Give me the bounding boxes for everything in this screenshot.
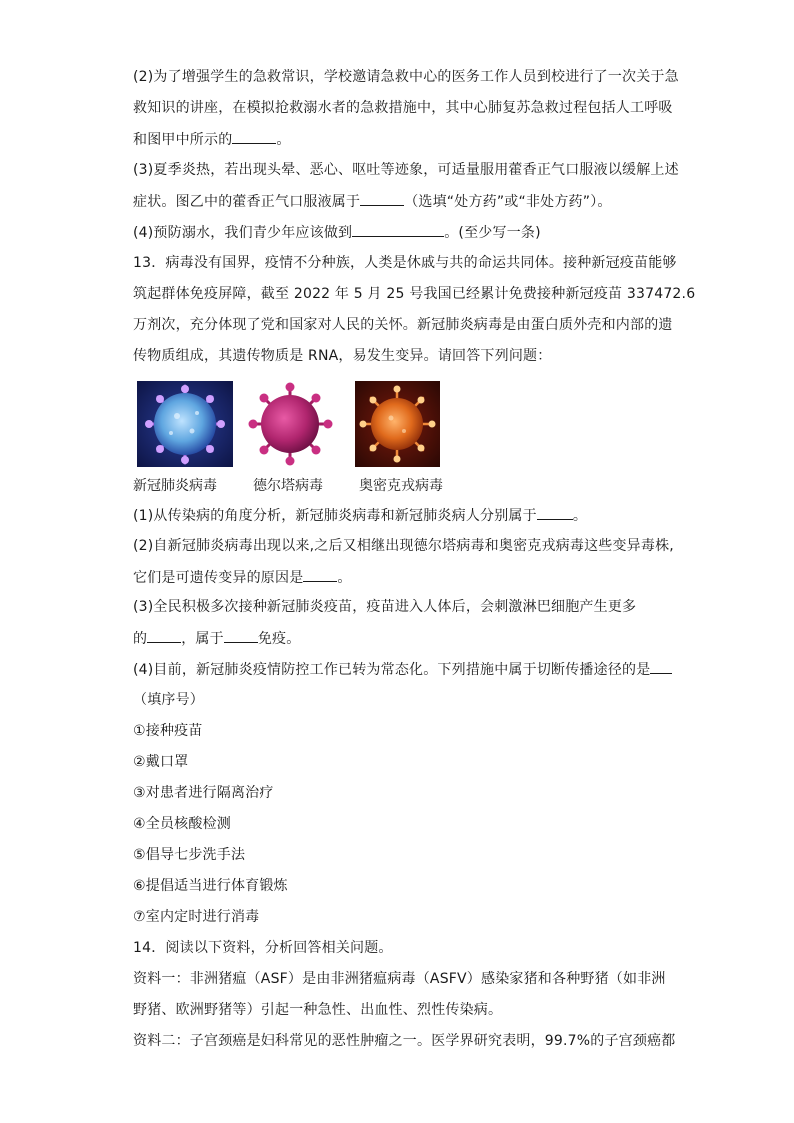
answer-blank[interactable]	[303, 567, 337, 582]
omicron-virus-image	[355, 381, 440, 467]
text: 。(至少写一条)	[444, 225, 541, 241]
text: 免疫。	[257, 631, 301, 647]
q13-line2: 筑起群体免疫屏障，截至 2022 年 5 月 25 号我国已经累计免费接种新冠疫苗 337472.6	[133, 286, 696, 302]
q12-part4	[133, 222, 541, 243]
answer-blank[interactable]	[650, 659, 672, 674]
option-3: ③对患者进行隔离治疗	[133, 785, 274, 801]
option-7: ⑦室内定时进行消毒	[133, 909, 260, 925]
text: 。	[276, 132, 291, 148]
answer-blank[interactable]	[147, 628, 181, 643]
q13-line4: 传物质组成，其遗传物质是 RNA，易发生变异。请回答下列问题：	[133, 348, 552, 364]
option-4: ④全员核酸检测	[133, 816, 231, 832]
text: ，属于	[181, 631, 224, 647]
answer-blank[interactable]	[360, 191, 404, 206]
delta-virus-image	[243, 381, 338, 467]
q13-sub2-line1: (2)自新冠肺炎病毒出现以来,之后又相继出现德尔塔病毒和奥密克戎病毒这些变异毒株,	[133, 538, 674, 554]
text: (4)预防溺水，我们青少年应该做到	[133, 225, 353, 241]
option-2: ②戴口罩	[133, 754, 189, 770]
q13-sub3-line1: (3)全民积极多次接种新冠肺炎疫苗，疫苗进入人体后，会刺激淋巴细胞产生更多	[133, 599, 637, 615]
option-1: ①接种疫苗	[133, 723, 203, 739]
caption-covid: 新冠肺炎病毒	[133, 478, 217, 494]
answer-blank[interactable]	[224, 628, 258, 643]
text: 的	[133, 631, 148, 647]
q12-part2-line1: (2)为了增强学生的急救常识，学校邀请急救中心的医务工作人员到校进行了一次关于急	[133, 69, 679, 85]
text: (4)目前，新冠肺炎疫情防控工作已转为常态化。下列措施中属于切断传播途径的是	[133, 662, 651, 678]
option-6: ⑥提倡适当进行体育锻炼	[133, 878, 288, 894]
q12-part2-line3	[133, 129, 291, 150]
caption-delta: 德尔塔病毒	[253, 478, 323, 494]
text: 。	[337, 570, 352, 586]
caption-omicron: 奥密克戎病毒	[359, 478, 443, 494]
q14-material1-line1: 资料一：非洲猪瘟（ASF）是由非洲猪瘟病毒（ASFV）感染家猪和各种野猪（如非洲	[133, 971, 666, 987]
text: 和图甲中所示的	[133, 132, 233, 148]
q12-part3-line2	[133, 191, 612, 212]
answer-blank[interactable]	[537, 505, 573, 520]
q12-part2-line2: 救知识的讲座，在模拟抢救溺水者的急救措施中，其中心肺复苏急救过程包括人工呼吸	[133, 100, 673, 116]
q13-sub1	[133, 505, 587, 526]
q13-sub3-line2	[133, 628, 300, 649]
q13-line1: 13．病毒没有国界，疫情不分种族，人类是休戚与共的命运共同体。接种新冠疫苗能够	[133, 255, 677, 271]
covid-virus-image	[137, 381, 233, 467]
q13-sub4-line1	[133, 659, 672, 680]
text: 它们是可遗传变异的原因是	[133, 570, 304, 586]
answer-blank[interactable]	[232, 129, 276, 144]
q14-material1-line2: 野猪、欧洲野猪等）引起一种急性、出血性、烈性传染病。	[133, 1002, 503, 1018]
q13-sub4-line2: （填序号）	[133, 692, 204, 708]
q12-part3-line1: (3)夏季炎热，若出现头晕、恶心、呕吐等迹象，可适量服用藿香正气口服液以缓解上述	[133, 162, 679, 178]
text: 症状。图乙中的藿香正气口服液属于	[133, 194, 361, 210]
q13-sub2-line2	[133, 567, 352, 588]
q13-line3: 万剂次，充分体现了党和国家对人民的关怀。新冠肺炎病毒是由蛋白质外壳和内部的遗	[133, 317, 673, 333]
text: （选填“处方药”或“非处方药”）。	[404, 194, 612, 210]
text: 。	[572, 508, 588, 524]
q14-material2-line1: 资料二：子宫颈癌是妇科常见的恶性肿瘤之一。医学界研究表明，99.7%的子宫颈癌都	[133, 1033, 676, 1049]
q14-line1: 14．阅读以下资料，分析回答相关问题。	[133, 940, 393, 956]
text: (1)从传染病的角度分析，新冠肺炎病毒和新冠肺炎病人分别属于	[133, 508, 537, 524]
option-5: ⑤倡导七步洗手法	[133, 847, 246, 863]
answer-blank[interactable]	[352, 222, 444, 237]
